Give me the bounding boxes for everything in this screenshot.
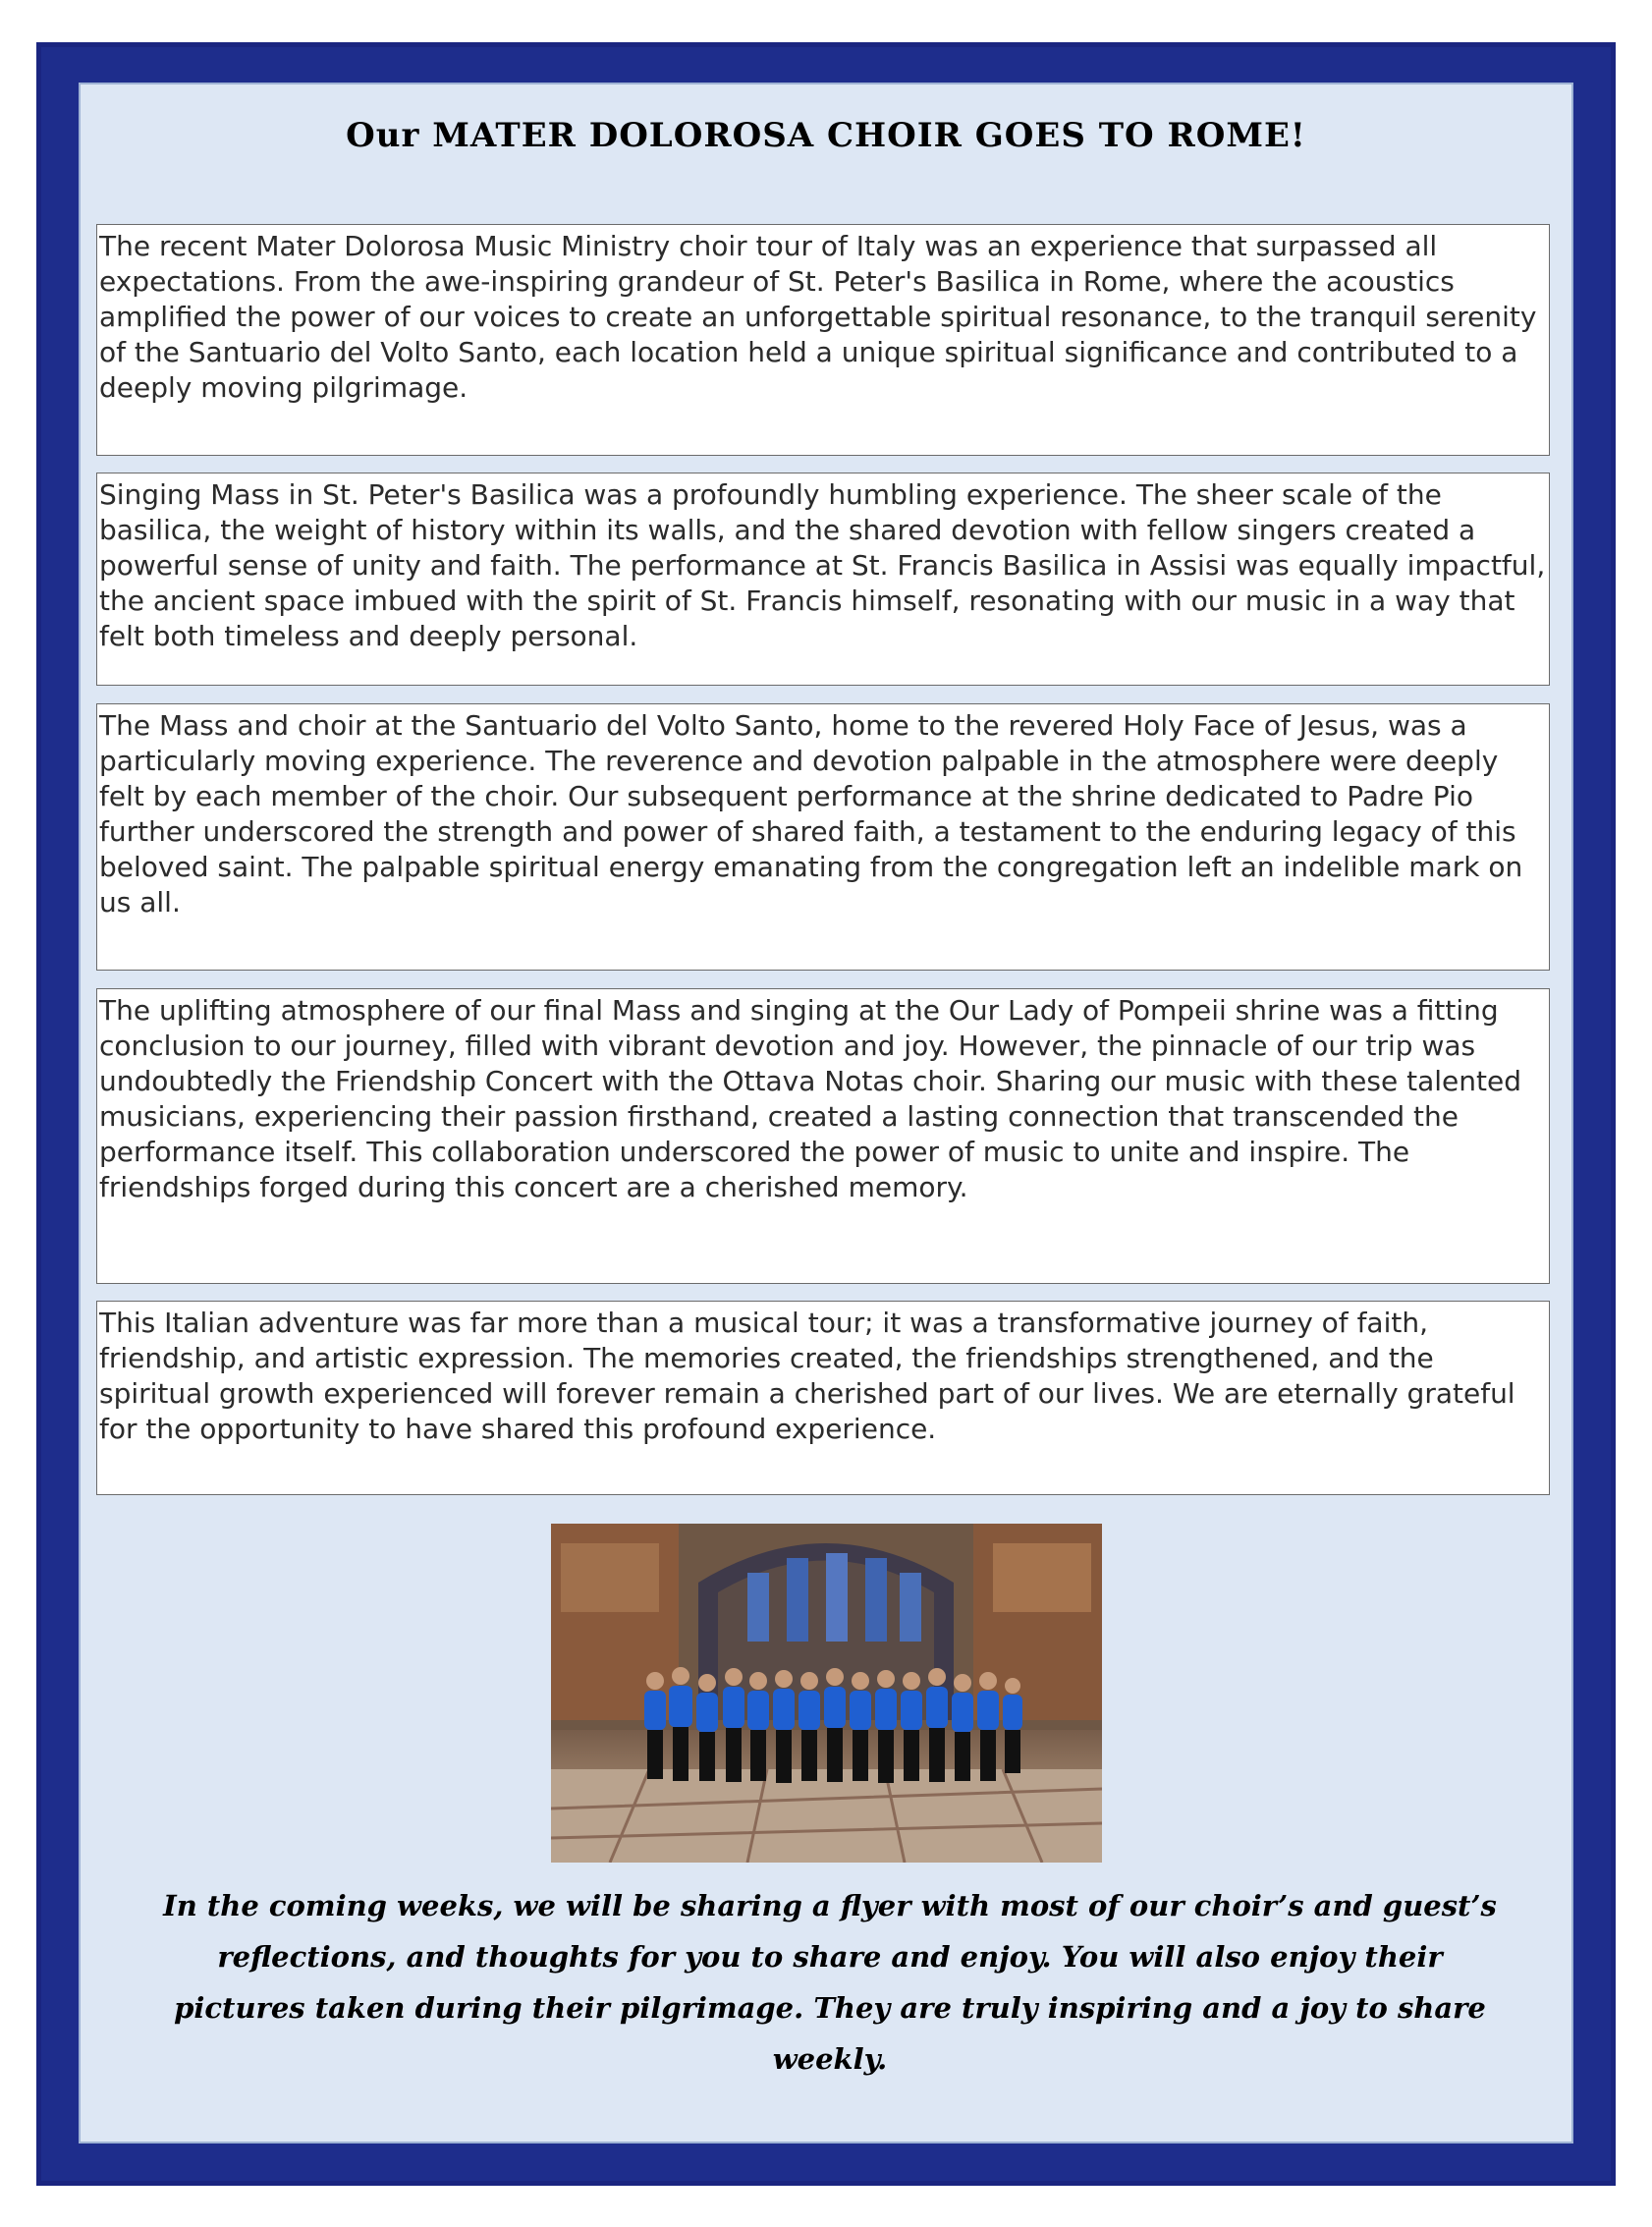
choir-photo xyxy=(551,1524,1102,1863)
page-title: Our MATER DOLOROSA CHOIR GOES TO ROME! xyxy=(346,116,1306,155)
paragraph-1: The recent Mater Dolorosa Music Ministry choir tour of Italy was an experience that surpassed all expectations. From the awe-inspiring grandeur of St. Peter's Basilica in Rome, where the acoustics amplified the power of our voices to create an unforgettable spiritual resonance, to the tranquil serenity of the Santuario del Volto Santo, each location held a unique spiritual significance and contributed to a deeply moving pilgrimage. xyxy=(96,224,1550,456)
paragraph-3: The Mass and choir at the Santuario del Volto Santo, home to the revered Holy Face of Jesus, was a particularly moving experience. The reverence and devotion palpable in the atmosphere were deeply felt by each member of the choir. Our subsequent performance at the shrine dedicated to Padre Pio further underscored the strength and power of shared faith, a testament to the enduring legacy of this beloved saint. The palpable spiritual energy emanating from the congregation left an indelible mark on us all. xyxy=(96,703,1550,971)
paragraph-2: Singing Mass in St. Peter's Basilica was a profoundly humbling experience. The sheer scale of the basilica, the weight of history within its walls, and the shared devotion with fellow singers created a powerful sense of unity and faith. The performance at St. Francis Basilica in Assisi was equally impactful, the ancient space imbued with the spirit of St. Francis himself, resonating with our music in a way that felt both timeless and deeply personal. xyxy=(96,473,1550,686)
footer-note: In the coming weeks, we will be sharing a flyer with most of our choir’s and guest’s reflections, and thoughts for you to share and enjoy. You will also enjoy their pictures taken during their pilgrimage. They are truly inspiring and a joy to share weekly. xyxy=(163,1889,1497,2076)
paragraph-4: The uplifting atmosphere of our final Mass and singing at the Our Lady of Pompeii shrine was a fitting conclusion to our journey, filled with vibrant devotion and joy. However, the pinnacle of our trip was undoubtedly the Friendship Concert with the Ottava Notas choir. Sharing our music with these talented musicians, experiencing their passion firsthand, created a lasting connection that transcended the performance itself. This collaboration underscored the power of music to unite and inspire. The friendships forged during this concert are a cherished memory. xyxy=(96,988,1550,1284)
paragraph-5: This Italian adventure was far more than a musical tour; it was a transformative journey of faith, friendship, and artistic expression. The memories created, the friendships strengthened, and the spiritual growth experienced will forever remain a cherished part of our lives. We are eternally grateful for the opportunity to have shared this profound experience. xyxy=(96,1301,1550,1495)
choir-photo-illustration xyxy=(551,1524,1102,1863)
